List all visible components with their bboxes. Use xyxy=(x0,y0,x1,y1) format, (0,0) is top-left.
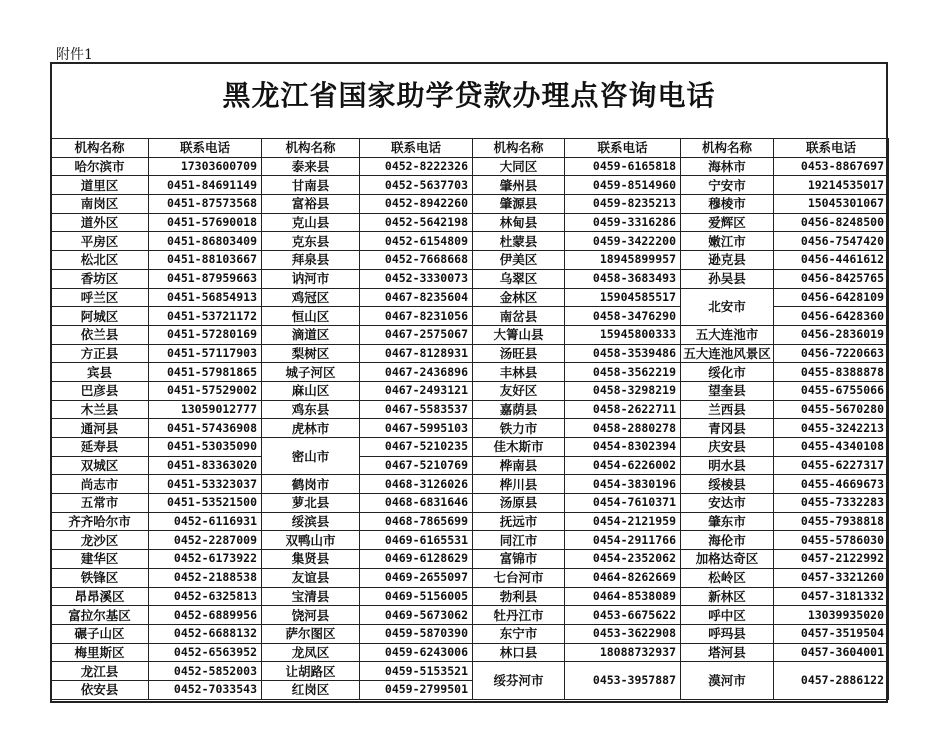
table-row xyxy=(51,643,889,662)
institution-name: 逊克县 xyxy=(681,251,774,270)
column-header: 联系电话 xyxy=(565,139,681,158)
institution-name: 呼中区 xyxy=(681,606,774,625)
contact-phone: 0456-7220663 xyxy=(774,344,889,363)
contact-phone: 0456-6428360 xyxy=(774,307,889,326)
institution-name: 嘉荫县 xyxy=(473,400,565,419)
page-title: 黑龙江省国家助学贷款办理点咨询电话 xyxy=(222,79,716,112)
institution-name: 友好区 xyxy=(473,381,565,400)
contact-phone: 0452-6563952 xyxy=(149,643,262,662)
table-row xyxy=(51,195,889,214)
contact-phone: 0455-3242213 xyxy=(774,419,889,438)
table-row xyxy=(51,550,889,569)
institution-name: 尚志市 xyxy=(51,475,149,494)
institution-name: 绥芬河市 xyxy=(473,662,565,699)
contact-table xyxy=(50,138,889,700)
contact-phone: 0458-2622711 xyxy=(565,400,681,419)
institution-name: 佳木斯市 xyxy=(473,438,565,457)
contact-phone: 0451-83363020 xyxy=(149,456,262,475)
institution-name: 滴道区 xyxy=(262,325,360,344)
institution-name: 穆棱市 xyxy=(681,195,774,214)
institution-name: 塔河县 xyxy=(681,643,774,662)
institution-name: 依安县 xyxy=(51,680,149,699)
institution-name: 鸡东县 xyxy=(262,400,360,419)
institution-name: 五常市 xyxy=(51,494,149,513)
contact-phone: 18088732937 xyxy=(565,643,681,662)
institution-name: 兰西县 xyxy=(681,400,774,419)
contact-phone: 0468-6831646 xyxy=(360,494,473,513)
contact-phone: 0459-8235213 xyxy=(565,195,681,214)
institution-name: 桦南县 xyxy=(473,456,565,475)
institution-name: 红岗区 xyxy=(262,680,360,699)
contact-phone: 0453-8867697 xyxy=(774,157,889,176)
institution-name: 萝北县 xyxy=(262,494,360,513)
institution-name: 漠河市 xyxy=(681,662,774,699)
institution-name: 恒山区 xyxy=(262,307,360,326)
contact-phone: 0467-5210769 xyxy=(360,456,473,475)
contact-phone: 0455-7938818 xyxy=(774,512,889,531)
contact-phone: 0467-2493121 xyxy=(360,381,473,400)
contact-phone: 0468-3126026 xyxy=(360,475,473,494)
contact-phone: 0464-8538089 xyxy=(565,587,681,606)
contact-phone: 0467-8128931 xyxy=(360,344,473,363)
institution-name: 嫩江市 xyxy=(681,232,774,251)
institution-name: 呼玛县 xyxy=(681,624,774,643)
contact-phone: 0459-5153521 xyxy=(360,662,473,681)
institution-name: 巴彦县 xyxy=(51,381,149,400)
table-row xyxy=(51,325,889,344)
table-row xyxy=(51,606,889,625)
contact-phone: 0459-8514960 xyxy=(565,176,681,195)
institution-name: 孙吴县 xyxy=(681,269,774,288)
institution-name: 甘南县 xyxy=(262,176,360,195)
table-row xyxy=(51,568,889,587)
contact-phone: 0469-5156005 xyxy=(360,587,473,606)
table-row xyxy=(51,494,889,513)
contact-phone: 0458-3476290 xyxy=(565,307,681,326)
table-header-row xyxy=(51,139,889,158)
column-header: 联系电话 xyxy=(149,139,262,158)
institution-name: 松岭区 xyxy=(681,568,774,587)
institution-name: 乌翠区 xyxy=(473,269,565,288)
institution-name: 城子河区 xyxy=(262,363,360,382)
contact-phone: 0452-7668668 xyxy=(360,251,473,270)
column-header: 联系电话 xyxy=(360,139,473,158)
contact-phone: 0454-6226002 xyxy=(565,456,681,475)
contact-phone: 0451-53721172 xyxy=(149,307,262,326)
contact-phone: 0454-7610371 xyxy=(565,494,681,513)
contact-phone: 0451-53035090 xyxy=(149,438,262,457)
institution-name: 同江市 xyxy=(473,531,565,550)
institution-name: 七台河市 xyxy=(473,568,565,587)
institution-name: 青冈县 xyxy=(681,419,774,438)
column-header: 机构名称 xyxy=(51,139,149,158)
contact-phone: 0451-53323037 xyxy=(149,475,262,494)
institution-name: 海林市 xyxy=(681,157,774,176)
contact-phone: 0455-8388878 xyxy=(774,363,889,382)
institution-name: 富裕县 xyxy=(262,195,360,214)
institution-name: 南岔县 xyxy=(473,307,565,326)
institution-name: 饶河县 xyxy=(262,606,360,625)
institution-name: 克东县 xyxy=(262,232,360,251)
contact-phone: 0452-6154809 xyxy=(360,232,473,251)
contact-phone: 0457-2886122 xyxy=(774,662,889,699)
institution-name: 五大连池市 xyxy=(681,325,774,344)
institution-name: 泰来县 xyxy=(262,157,360,176)
institution-name: 望奎县 xyxy=(681,381,774,400)
institution-name: 宝清县 xyxy=(262,587,360,606)
contact-phone: 0457-3321260 xyxy=(774,568,889,587)
institution-name: 明水县 xyxy=(681,456,774,475)
institution-name: 延寿县 xyxy=(51,438,149,457)
table-row xyxy=(51,438,889,457)
contact-phone: 0454-2121959 xyxy=(565,512,681,531)
institution-name: 双城区 xyxy=(51,456,149,475)
institution-name: 友谊县 xyxy=(262,568,360,587)
table-row xyxy=(51,624,889,643)
contact-phone: 0469-5673062 xyxy=(360,606,473,625)
contact-phone: 0451-88103667 xyxy=(149,251,262,270)
column-header: 机构名称 xyxy=(262,139,360,158)
institution-name: 杜蒙县 xyxy=(473,232,565,251)
contact-phone: 0452-5852003 xyxy=(149,662,262,681)
contact-phone: 0451-53521500 xyxy=(149,494,262,513)
institution-name: 北安市 xyxy=(681,288,774,325)
institution-name: 富拉尔基区 xyxy=(51,606,149,625)
contact-phone: 0455-4669673 xyxy=(774,475,889,494)
contact-phone: 0451-57436908 xyxy=(149,419,262,438)
institution-name: 克山县 xyxy=(262,213,360,232)
institution-name: 南岗区 xyxy=(51,195,149,214)
contact-phone: 0467-5583537 xyxy=(360,400,473,419)
institution-name: 香坊区 xyxy=(51,269,149,288)
institution-name: 鸡冠区 xyxy=(262,288,360,307)
contact-phone: 0467-2575067 xyxy=(360,325,473,344)
contact-phone: 0459-2799501 xyxy=(360,680,473,699)
institution-name: 五大连池风景区 xyxy=(681,344,774,363)
institution-name: 龙江县 xyxy=(51,662,149,681)
institution-name: 松北区 xyxy=(51,251,149,270)
contact-phone: 0452-7033543 xyxy=(149,680,262,699)
contact-phone: 13059012777 xyxy=(149,400,262,419)
institution-name: 绥滨县 xyxy=(262,512,360,531)
contact-phone: 0457-2122992 xyxy=(774,550,889,569)
table-row xyxy=(51,381,889,400)
contact-phone: 0464-8262669 xyxy=(565,568,681,587)
institution-name: 宁安市 xyxy=(681,176,774,195)
contact-phone: 0456-8425765 xyxy=(774,269,889,288)
institution-name: 哈尔滨市 xyxy=(51,157,149,176)
institution-name: 通河县 xyxy=(51,419,149,438)
contact-phone: 0451-87959663 xyxy=(149,269,262,288)
contact-phone: 0457-3181332 xyxy=(774,587,889,606)
institution-name: 肇州县 xyxy=(473,176,565,195)
contact-phone: 0455-6227317 xyxy=(774,456,889,475)
institution-name: 昂昂溪区 xyxy=(51,587,149,606)
institution-name: 拜泉县 xyxy=(262,251,360,270)
contact-phone: 0467-8231056 xyxy=(360,307,473,326)
contact-phone: 0455-5670280 xyxy=(774,400,889,419)
contact-phone: 0467-5995103 xyxy=(360,419,473,438)
institution-name: 呼兰区 xyxy=(51,288,149,307)
institution-name: 金林区 xyxy=(473,288,565,307)
institution-name: 铁锋区 xyxy=(51,568,149,587)
contact-phone: 0459-6243006 xyxy=(360,643,473,662)
institution-name: 梅里斯区 xyxy=(51,643,149,662)
institution-name: 鹤岗市 xyxy=(262,475,360,494)
institution-name: 东宁市 xyxy=(473,624,565,643)
table-row xyxy=(51,662,889,681)
contact-phone: 0456-8248500 xyxy=(774,213,889,232)
table-row xyxy=(51,288,889,307)
contact-phone: 0459-5870390 xyxy=(360,624,473,643)
contact-phone: 0469-6128629 xyxy=(360,550,473,569)
table-row xyxy=(51,157,889,176)
institution-name: 道里区 xyxy=(51,176,149,195)
contact-phone: 0453-3622908 xyxy=(565,624,681,643)
table-row xyxy=(51,363,889,382)
contact-phone: 0452-6325813 xyxy=(149,587,262,606)
institution-name: 伊美区 xyxy=(473,251,565,270)
contact-phone: 0455-7332283 xyxy=(774,494,889,513)
institution-name: 汤旺县 xyxy=(473,344,565,363)
contact-phone: 0452-8942260 xyxy=(360,195,473,214)
table-row xyxy=(51,512,889,531)
institution-name: 汤原县 xyxy=(473,494,565,513)
table-row xyxy=(51,400,889,419)
contact-phone: 0454-2911766 xyxy=(565,531,681,550)
institution-name: 宾县 xyxy=(51,363,149,382)
contact-phone: 0454-2352062 xyxy=(565,550,681,569)
contact-phone: 0451-57117903 xyxy=(149,344,262,363)
contact-phone: 0458-2880278 xyxy=(565,419,681,438)
institution-name: 双鸭山市 xyxy=(262,531,360,550)
contact-phone: 0452-6173922 xyxy=(149,550,262,569)
contact-phone: 17303600709 xyxy=(149,157,262,176)
contact-phone: 0457-3604001 xyxy=(774,643,889,662)
attachment-label: 附件1 xyxy=(56,47,93,63)
institution-name: 萨尔图区 xyxy=(262,624,360,643)
table-row xyxy=(51,232,889,251)
institution-name: 建华区 xyxy=(51,550,149,569)
institution-name: 龙沙区 xyxy=(51,531,149,550)
contact-phone: 19214535017 xyxy=(774,176,889,195)
table-row xyxy=(51,344,889,363)
institution-name: 密山市 xyxy=(262,438,360,475)
institution-name: 肇源县 xyxy=(473,195,565,214)
contact-phone: 0451-57690018 xyxy=(149,213,262,232)
institution-name: 肇东市 xyxy=(681,512,774,531)
institution-name: 齐齐哈尔市 xyxy=(51,512,149,531)
table-row xyxy=(51,213,889,232)
contact-phone: 0451-56854913 xyxy=(149,288,262,307)
contact-phone: 0452-6116931 xyxy=(149,512,262,531)
contact-phone: 15045301067 xyxy=(774,195,889,214)
institution-name: 新林区 xyxy=(681,587,774,606)
institution-name: 让胡路区 xyxy=(262,662,360,681)
institution-name: 庆安县 xyxy=(681,438,774,457)
institution-name: 林甸县 xyxy=(473,213,565,232)
institution-name: 平房区 xyxy=(51,232,149,251)
contact-phone: 0451-84691149 xyxy=(149,176,262,195)
contact-phone: 0467-5210235 xyxy=(360,438,473,457)
institution-name: 绥棱县 xyxy=(681,475,774,494)
contact-phone: 0467-8235604 xyxy=(360,288,473,307)
table-row xyxy=(51,587,889,606)
institution-name: 碾子山区 xyxy=(51,624,149,643)
contact-phone: 0469-6165531 xyxy=(360,531,473,550)
contact-phone: 0451-57981865 xyxy=(149,363,262,382)
table-row xyxy=(51,475,889,494)
institution-name: 绥化市 xyxy=(681,363,774,382)
table-row xyxy=(51,456,889,475)
contact-phone: 0459-3422200 xyxy=(565,232,681,251)
institution-name: 安达市 xyxy=(681,494,774,513)
contact-phone: 0452-5637703 xyxy=(360,176,473,195)
institution-name: 虎林市 xyxy=(262,419,360,438)
institution-name: 勃利县 xyxy=(473,587,565,606)
institution-name: 麻山区 xyxy=(262,381,360,400)
contact-phone: 0455-6755066 xyxy=(774,381,889,400)
column-header: 机构名称 xyxy=(473,139,565,158)
institution-name: 富锦市 xyxy=(473,550,565,569)
institution-name: 龙凤区 xyxy=(262,643,360,662)
column-header: 联系电话 xyxy=(774,139,889,158)
institution-name: 讷河市 xyxy=(262,269,360,288)
institution-name: 大同区 xyxy=(473,157,565,176)
table-row xyxy=(51,176,889,195)
contact-phone: 0458-3683493 xyxy=(565,269,681,288)
institution-name: 道外区 xyxy=(51,213,149,232)
contact-phone: 0468-7865699 xyxy=(360,512,473,531)
institution-name: 爱辉区 xyxy=(681,213,774,232)
contact-phone: 0455-4340108 xyxy=(774,438,889,457)
table-row xyxy=(51,251,889,270)
institution-name: 依兰县 xyxy=(51,325,149,344)
contact-phone: 0469-2655097 xyxy=(360,568,473,587)
contact-phone: 0467-2436896 xyxy=(360,363,473,382)
institution-name: 桦川县 xyxy=(473,475,565,494)
institution-name: 集贤县 xyxy=(262,550,360,569)
institution-name: 铁力市 xyxy=(473,419,565,438)
institution-name: 抚远市 xyxy=(473,512,565,531)
contact-phone: 0456-2836019 xyxy=(774,325,889,344)
contact-phone: 0456-4461612 xyxy=(774,251,889,270)
contact-phone: 0451-57529002 xyxy=(149,381,262,400)
contact-phone: 0452-2188538 xyxy=(149,568,262,587)
contact-phone: 0454-3830196 xyxy=(565,475,681,494)
contact-phone: 0451-57280169 xyxy=(149,325,262,344)
contact-phone: 0451-87573568 xyxy=(149,195,262,214)
institution-name: 丰林县 xyxy=(473,363,565,382)
contact-phone: 0458-3539486 xyxy=(565,344,681,363)
contact-phone: 0452-5642198 xyxy=(360,213,473,232)
contact-phone: 13039935020 xyxy=(774,606,889,625)
contact-phone: 0457-3519504 xyxy=(774,624,889,643)
contact-phone: 0453-6675622 xyxy=(565,606,681,625)
table-row xyxy=(51,531,889,550)
contact-phone: 0452-2287009 xyxy=(149,531,262,550)
contact-phone: 18945899957 xyxy=(565,251,681,270)
contact-phone: 0456-6428109 xyxy=(774,288,889,307)
contact-phone: 0453-3957887 xyxy=(565,662,681,699)
institution-name: 牡丹江市 xyxy=(473,606,565,625)
contact-phone: 15904585517 xyxy=(565,288,681,307)
contact-phone: 0452-3330073 xyxy=(360,269,473,288)
contact-phone: 0452-8222326 xyxy=(360,157,473,176)
contact-phone: 0455-5786030 xyxy=(774,531,889,550)
contact-phone: 15945800333 xyxy=(565,325,681,344)
contact-phone: 0459-6165818 xyxy=(565,157,681,176)
institution-name: 大箐山县 xyxy=(473,325,565,344)
contact-phone: 0451-86803409 xyxy=(149,232,262,251)
institution-name: 海伦市 xyxy=(681,531,774,550)
institution-name: 阿城区 xyxy=(51,307,149,326)
contact-phone: 0456-7547420 xyxy=(774,232,889,251)
contact-phone: 0452-6889956 xyxy=(149,606,262,625)
contact-phone: 0454-8302394 xyxy=(565,438,681,457)
institution-name: 加格达奇区 xyxy=(681,550,774,569)
institution-name: 梨树区 xyxy=(262,344,360,363)
table-row xyxy=(51,269,889,288)
contact-phone: 0452-6688132 xyxy=(149,624,262,643)
table-row xyxy=(51,419,889,438)
institution-name: 林口县 xyxy=(473,643,565,662)
contact-phone: 0458-3562219 xyxy=(565,363,681,382)
column-header: 机构名称 xyxy=(681,139,774,158)
institution-name: 方正县 xyxy=(51,344,149,363)
contact-phone: 0458-3298219 xyxy=(565,381,681,400)
contact-phone: 0459-3316286 xyxy=(565,213,681,232)
institution-name: 木兰县 xyxy=(51,400,149,419)
